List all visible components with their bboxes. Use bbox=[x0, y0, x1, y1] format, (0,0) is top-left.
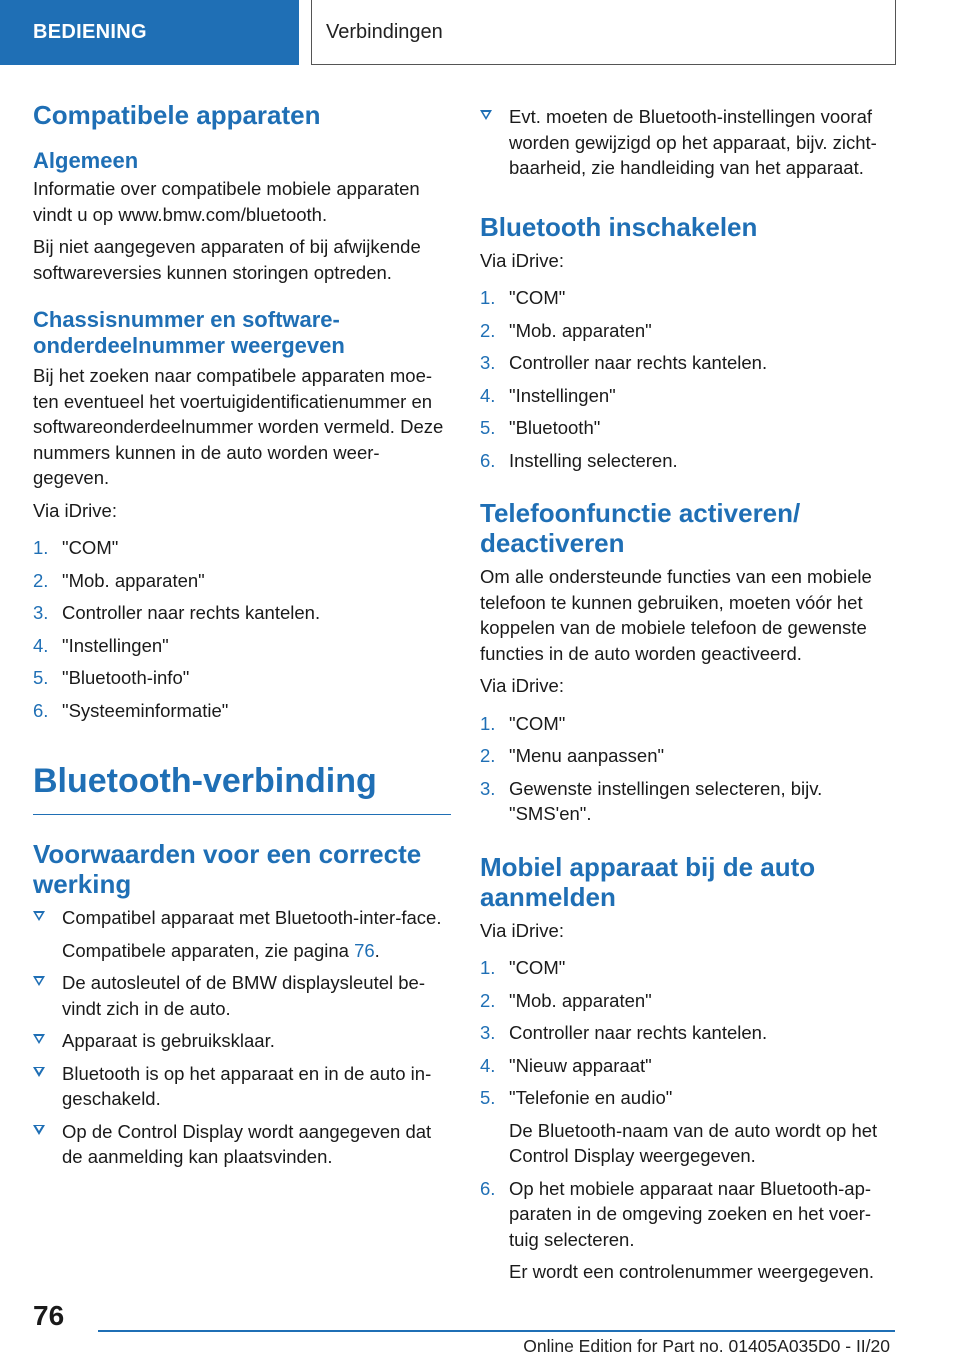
list-item: 1. "COM" bbox=[480, 712, 566, 734]
bt-title: Bluetooth-verbinding bbox=[33, 760, 451, 815]
triangle-bullet-icon bbox=[480, 110, 492, 120]
page-link[interactable]: 76 bbox=[354, 939, 375, 961]
list-item: 1. "COM" bbox=[480, 957, 566, 978]
list-item: 4. "Instellingen" bbox=[33, 634, 169, 656]
bt-on-title: Bluetooth inschakelen bbox=[480, 211, 758, 242]
tel-title: Telefoonfunctie activeren/ deactiveren bbox=[480, 498, 801, 558]
list-item: Compatibel apparaat met Bluetooth-inter-face. Compatibele apparaten, zie pagina 76. bbox=[33, 905, 451, 963]
triangle-bullet-icon bbox=[33, 911, 45, 921]
triangle-bullet-icon bbox=[33, 1067, 45, 1077]
chassis-title: Chassisnummer en software-onderdeelnummer weergeven bbox=[33, 307, 345, 358]
list-item: 2. "Menu aanpassen" bbox=[480, 745, 665, 766]
chassis-p1: Bij het zoeken naar compatibele apparaten moe-ten eventueel het voertuigidentificatienummer en softwareonderdeelnummer worden vermeld. Deze nummers kunnen in de auto worden weer-gegeven. bbox=[33, 365, 444, 488]
list-item: Evt. moeten de Bluetooth-instellingen vooraf worden gewijzigd op het apparaat, bijv. zicht-baarheid, zie handleiding van het apparaat. bbox=[480, 104, 898, 181]
req-list bbox=[33, 905, 451, 1170]
list-item: 3. Controller naar rechts kantelen. bbox=[480, 352, 768, 373]
list-item: 6. Op het mobiele apparaat naar Bluetooth-ap-paraten in de omgeving zoeken en het voer-tuig selecteren. Er wordt een controlenummer weergegeven. bbox=[480, 1177, 875, 1282]
list-item: Op de Control Display wordt aangegeven dat de aanmelding kan plaatsvinden. bbox=[33, 1119, 451, 1170]
mob-title: Mobiel apparaat bij de auto aanmelden bbox=[480, 851, 816, 912]
list-item: 5. "Bluetooth" bbox=[480, 417, 601, 438]
req-list-cont bbox=[480, 104, 898, 181]
list-item: 2. "Mob. apparaten" bbox=[480, 319, 652, 341]
page-number: 76 bbox=[33, 1300, 65, 1331]
tel-steps bbox=[480, 711, 898, 827]
bt-on-steps bbox=[480, 285, 898, 473]
triangle-bullet-icon bbox=[33, 1125, 45, 1135]
req-title: Voorwaarden voor een correcte werking bbox=[33, 839, 422, 899]
list-item: 4. "Nieuw apparaat" bbox=[480, 1054, 652, 1076]
list-item: 6. Instelling selecteren. bbox=[480, 449, 678, 471]
mob-via: Via iDrive: bbox=[480, 919, 564, 941]
compat-title: Compatibele apparaten bbox=[33, 100, 321, 130]
chapter-title: Verbindingen bbox=[311, 0, 896, 65]
footer-divider bbox=[98, 1330, 895, 1332]
algemeen-title: Algemeen bbox=[33, 148, 139, 173]
list-item: Apparaat is gebruiksklaar. bbox=[33, 1028, 451, 1054]
left-column bbox=[33, 100, 451, 1177]
list-item: Bluetooth is op het apparaat en in de auto in-geschakeld. bbox=[33, 1061, 451, 1112]
bt-on-via: Via iDrive: bbox=[480, 249, 564, 271]
mob-steps bbox=[480, 955, 898, 1285]
list-item: 5. "Telefonie en audio" De Bluetooth-naam van de auto wordt op het Control Display weergegeven. bbox=[480, 1087, 878, 1166]
list-item: 6. "Systeeminformatie" bbox=[33, 699, 229, 721]
list-item: 2. "Mob. apparaten" bbox=[480, 989, 652, 1011]
section-tab: BEDIENING bbox=[0, 0, 299, 65]
list-item: 3. Gewenste instellingen selecteren, bijv. "SMS'en". bbox=[480, 777, 823, 824]
list-item: 1. "COM" bbox=[480, 287, 566, 308]
triangle-bullet-icon bbox=[33, 976, 45, 986]
right-column bbox=[480, 104, 898, 1292]
list-item: 1. "COM" bbox=[33, 537, 119, 558]
list-item: 2. "Mob. apparaten" bbox=[33, 569, 205, 591]
triangle-bullet-icon bbox=[33, 1034, 45, 1044]
footer-edition: Online Edition for Part no. 01405A035D0 - II/20 bbox=[523, 1336, 890, 1356]
list-item: 3. Controller naar rechts kantelen. bbox=[480, 1022, 768, 1043]
list-item: De autosleutel of de BMW displaysleutel be-vindt zich in de auto. bbox=[33, 970, 451, 1021]
list-item: 4. "Instellingen" bbox=[480, 384, 616, 406]
tel-p1: Om alle ondersteunde functies van een mobiele telefoon te kunnen gebruiken, moeten vóór het koppelen van de mobiele telefoon de gewenste functies in de auto worden geactiveerd. bbox=[480, 566, 872, 664]
algemeen-p1: Informatie over compatibele mobiele apparaten vindt u op www.bmw.com/bluetooth. bbox=[33, 178, 420, 225]
list-item: 5. "Bluetooth-info" bbox=[33, 667, 190, 688]
algemeen-p2: Bij niet aangegeven apparaten of bij afwijkende softwareversies kunnen storingen optreden. bbox=[33, 236, 421, 283]
chassis-steps bbox=[33, 535, 451, 723]
chassis-via: Via iDrive: bbox=[33, 499, 117, 521]
list-item: 3. Controller naar rechts kantelen. bbox=[33, 602, 321, 623]
tel-via: Via iDrive: bbox=[480, 675, 564, 696]
